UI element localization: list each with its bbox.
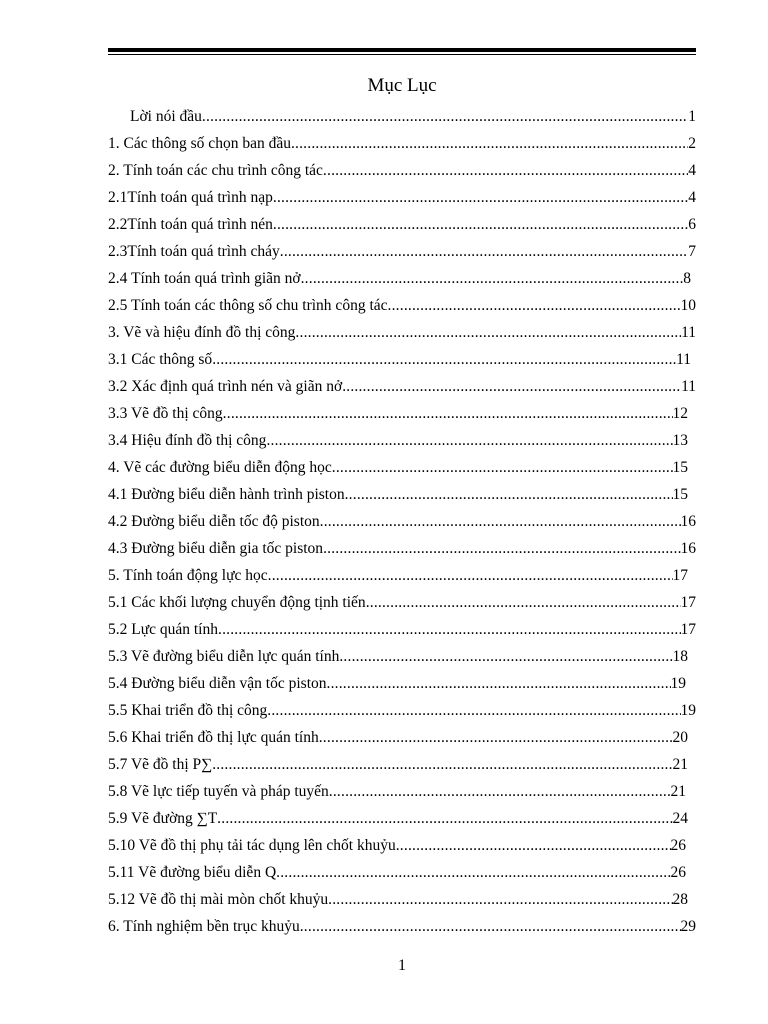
header-rule-thin bbox=[108, 54, 696, 55]
toc-entry[interactable] bbox=[108, 184, 696, 211]
toc-entry-label: Lời nói đầu ..... bbox=[130, 103, 688, 130]
toc-entry-label: 5.12 Vẽ đồ thị mài mòn chốt khuỷu ..... bbox=[108, 886, 673, 913]
toc-entry[interactable] bbox=[108, 724, 696, 751]
toc-entry-label: 5.9 Vẽ đường ∑T ..... bbox=[108, 805, 673, 832]
toc-entry-page: 29 bbox=[681, 913, 697, 940]
toc-entry-label: 2.3Tính toán quá trình cháy ..... bbox=[108, 238, 688, 265]
toc-entry-page: 11 bbox=[681, 373, 696, 400]
toc-entry-page: 28 bbox=[673, 886, 689, 913]
toc-entry[interactable] bbox=[108, 346, 696, 373]
toc-entry[interactable] bbox=[108, 670, 696, 697]
toc-entry-label: 4.3 Đường biểu diễn gia tốc piston ..... bbox=[108, 535, 681, 562]
toc-entry[interactable] bbox=[108, 913, 696, 940]
toc-entry-row bbox=[108, 346, 696, 373]
toc-entry-page: 20 bbox=[673, 724, 689, 751]
toc-entry[interactable] bbox=[108, 859, 696, 886]
toc-entry-page: 11 bbox=[676, 346, 691, 373]
header-rule-thick bbox=[108, 48, 696, 52]
toc-entry-row bbox=[108, 319, 696, 346]
toc-entry[interactable] bbox=[108, 508, 696, 535]
toc-entry-label: 3.1 Các thông số ..... bbox=[108, 346, 676, 373]
page-number: 1 bbox=[398, 957, 406, 974]
toc-entry-row bbox=[108, 859, 696, 886]
toc-entry-page: 26 bbox=[671, 859, 687, 886]
toc-entry-label: 5.10 Vẽ đồ thị phụ tải tác dụng lên chốt khuỷu ..... bbox=[108, 832, 671, 859]
toc-entry-label: 5.3 Vẽ đường biểu diễn lực quán tính ..... bbox=[108, 643, 673, 670]
toc-entry-label: 3. Vẽ và hiệu đính đồ thị công ..... bbox=[108, 319, 681, 346]
toc-entry-row bbox=[108, 265, 696, 292]
toc-entry-label: 5.7 Vẽ đồ thị P∑ ..... bbox=[108, 751, 673, 778]
page-title: Mục Lục bbox=[367, 75, 437, 96]
toc-entry[interactable] bbox=[108, 589, 696, 616]
toc-entry[interactable] bbox=[108, 265, 696, 292]
toc-entry-row bbox=[108, 778, 696, 805]
toc-entry-row bbox=[108, 886, 696, 913]
toc-entry[interactable] bbox=[108, 535, 696, 562]
toc-entry[interactable] bbox=[108, 481, 696, 508]
toc-entry[interactable] bbox=[108, 373, 696, 400]
toc-entry[interactable] bbox=[108, 400, 696, 427]
toc-entry-page: 21 bbox=[673, 751, 689, 778]
toc-entry-page: 19 bbox=[671, 670, 687, 697]
toc-entry-page: 16 bbox=[681, 508, 697, 535]
toc-entry-label: 3.4 Hiệu đính đồ thị công ..... bbox=[108, 427, 673, 454]
toc-entry-label: 3.2 Xác định quá trình nén và giãn nở ..... bbox=[108, 373, 681, 400]
toc-entry-label: 4.2 Đường biểu diễn tốc độ piston ..... bbox=[108, 508, 681, 535]
toc-entry[interactable] bbox=[108, 103, 696, 130]
toc-entry[interactable] bbox=[108, 832, 696, 859]
toc-entry-label: 4.1 Đường biểu diễn hành trình piston ..... bbox=[108, 481, 673, 508]
toc-entry-label: 3.3 Vẽ đồ thị công ..... bbox=[108, 400, 673, 427]
toc-entry-page: 8 bbox=[683, 265, 691, 292]
toc-entry-label: 5.11 Vẽ đường biểu diễn Q ..... bbox=[108, 859, 671, 886]
toc-entry-row bbox=[108, 373, 696, 400]
toc-entry-label: 5.8 Vẽ lực tiếp tuyến và pháp tuyến ..... bbox=[108, 778, 671, 805]
toc-entry-page: 10 bbox=[681, 292, 697, 319]
toc-entry-page: 13 bbox=[673, 427, 689, 454]
toc-entry-row bbox=[108, 130, 696, 157]
toc-entry-label: 2.5 Tính toán các thông số chu trình công tác ..... bbox=[108, 292, 681, 319]
toc-entry[interactable] bbox=[108, 805, 696, 832]
toc-entry-row bbox=[108, 238, 696, 265]
toc-entry-page: 4 bbox=[688, 184, 696, 211]
toc-entry[interactable] bbox=[108, 238, 696, 265]
toc-entry[interactable] bbox=[108, 886, 696, 913]
toc-entry-row bbox=[108, 562, 696, 589]
toc-entry-row bbox=[108, 724, 696, 751]
toc-entry-label: 5.6 Khai triển đồ thị lực quán tính ..... bbox=[108, 724, 673, 751]
toc-entry[interactable] bbox=[108, 643, 696, 670]
toc-entry-row bbox=[108, 616, 696, 643]
toc-entry[interactable] bbox=[108, 751, 696, 778]
toc-entry-page: 6 bbox=[688, 211, 696, 238]
toc-entry-page: 15 bbox=[673, 481, 689, 508]
toc-entry-row bbox=[108, 454, 696, 481]
toc-entry-row bbox=[108, 481, 696, 508]
toc-entry-row bbox=[108, 697, 696, 724]
toc-entry-label: 2.4 Tính toán quá trình giãn nở ..... bbox=[108, 265, 683, 292]
toc-entry-row bbox=[108, 184, 696, 211]
toc-entry-page: 12 bbox=[673, 400, 689, 427]
toc-entry-page: 21 bbox=[671, 778, 687, 805]
toc-entry-row bbox=[108, 751, 696, 778]
toc-entry-label: 4. Vẽ các đường biểu diễn động học ..... bbox=[108, 454, 673, 481]
toc-entry-row bbox=[108, 589, 696, 616]
toc-entry-row bbox=[108, 508, 696, 535]
toc-entry-page: 19 bbox=[681, 697, 697, 724]
toc-entry-label: 2.1Tính toán quá trình nạp ..... bbox=[108, 184, 688, 211]
toc-entry-row bbox=[108, 157, 696, 184]
toc-entry[interactable] bbox=[108, 211, 696, 238]
toc-entry-row bbox=[108, 832, 696, 859]
toc-entry[interactable] bbox=[108, 427, 696, 454]
toc-entry[interactable] bbox=[108, 562, 696, 589]
toc-entry[interactable] bbox=[108, 292, 696, 319]
toc-entry-page: 17 bbox=[681, 589, 697, 616]
toc-entry-row bbox=[108, 805, 696, 832]
toc-entry[interactable] bbox=[108, 157, 696, 184]
toc-entry-page: 24 bbox=[673, 805, 689, 832]
toc-entry-page: 17 bbox=[681, 616, 697, 643]
toc-entry-label: 5.5 Khai triển đồ thị công ..... bbox=[108, 697, 681, 724]
table-of-contents bbox=[108, 103, 696, 940]
toc-entry[interactable] bbox=[108, 319, 696, 346]
toc-entry-label: 5.4 Đường biểu diễn vận tốc piston ..... bbox=[108, 670, 671, 697]
toc-entry-row bbox=[108, 670, 696, 697]
toc-entry-label: 1. Các thông số chọn ban đầu ..... bbox=[108, 130, 688, 157]
toc-entry-page: 1 bbox=[688, 103, 696, 130]
toc-entry-row bbox=[108, 427, 696, 454]
toc-entry-page: 2 bbox=[688, 130, 696, 157]
toc-entry-page: 16 bbox=[681, 535, 697, 562]
toc-entry-label: 6. Tính nghiệm bền trục khuỷu ..... bbox=[108, 913, 681, 940]
toc-entry-page: 7 bbox=[688, 238, 696, 265]
toc-entry-label: 5.1 Các khối lượng chuyển động tịnh tiến ..... bbox=[108, 589, 681, 616]
toc-entry-row bbox=[108, 103, 696, 130]
toc-entry-row bbox=[108, 913, 696, 940]
toc-entry[interactable] bbox=[108, 454, 696, 481]
toc-entry-page: 11 bbox=[681, 319, 696, 346]
toc-entry[interactable] bbox=[108, 697, 696, 724]
toc-entry-row bbox=[108, 292, 696, 319]
toc-entry-page: 17 bbox=[673, 562, 689, 589]
toc-entry[interactable] bbox=[108, 778, 696, 805]
toc-entry[interactable] bbox=[108, 130, 696, 157]
toc-entry-page: 26 bbox=[671, 832, 687, 859]
toc-entry-page: 15 bbox=[673, 454, 689, 481]
toc-entry-row bbox=[108, 400, 696, 427]
toc-entry-row bbox=[108, 535, 696, 562]
toc-entry-row bbox=[108, 643, 696, 670]
toc-entry-label: 2.2Tính toán quá trình nén ..... bbox=[108, 211, 688, 238]
toc-entry-page: 4 bbox=[688, 157, 696, 184]
toc-entry-label: 5. Tính toán động lực học ..... bbox=[108, 562, 673, 589]
toc-entry-label: 2. Tính toán các chu trình công tác ..... bbox=[108, 157, 688, 184]
toc-entry[interactable] bbox=[108, 616, 696, 643]
toc-entry-row bbox=[108, 211, 696, 238]
toc-entry-page: 18 bbox=[673, 643, 689, 670]
toc-entry-label: 5.2 Lực quán tính ..... bbox=[108, 616, 681, 643]
